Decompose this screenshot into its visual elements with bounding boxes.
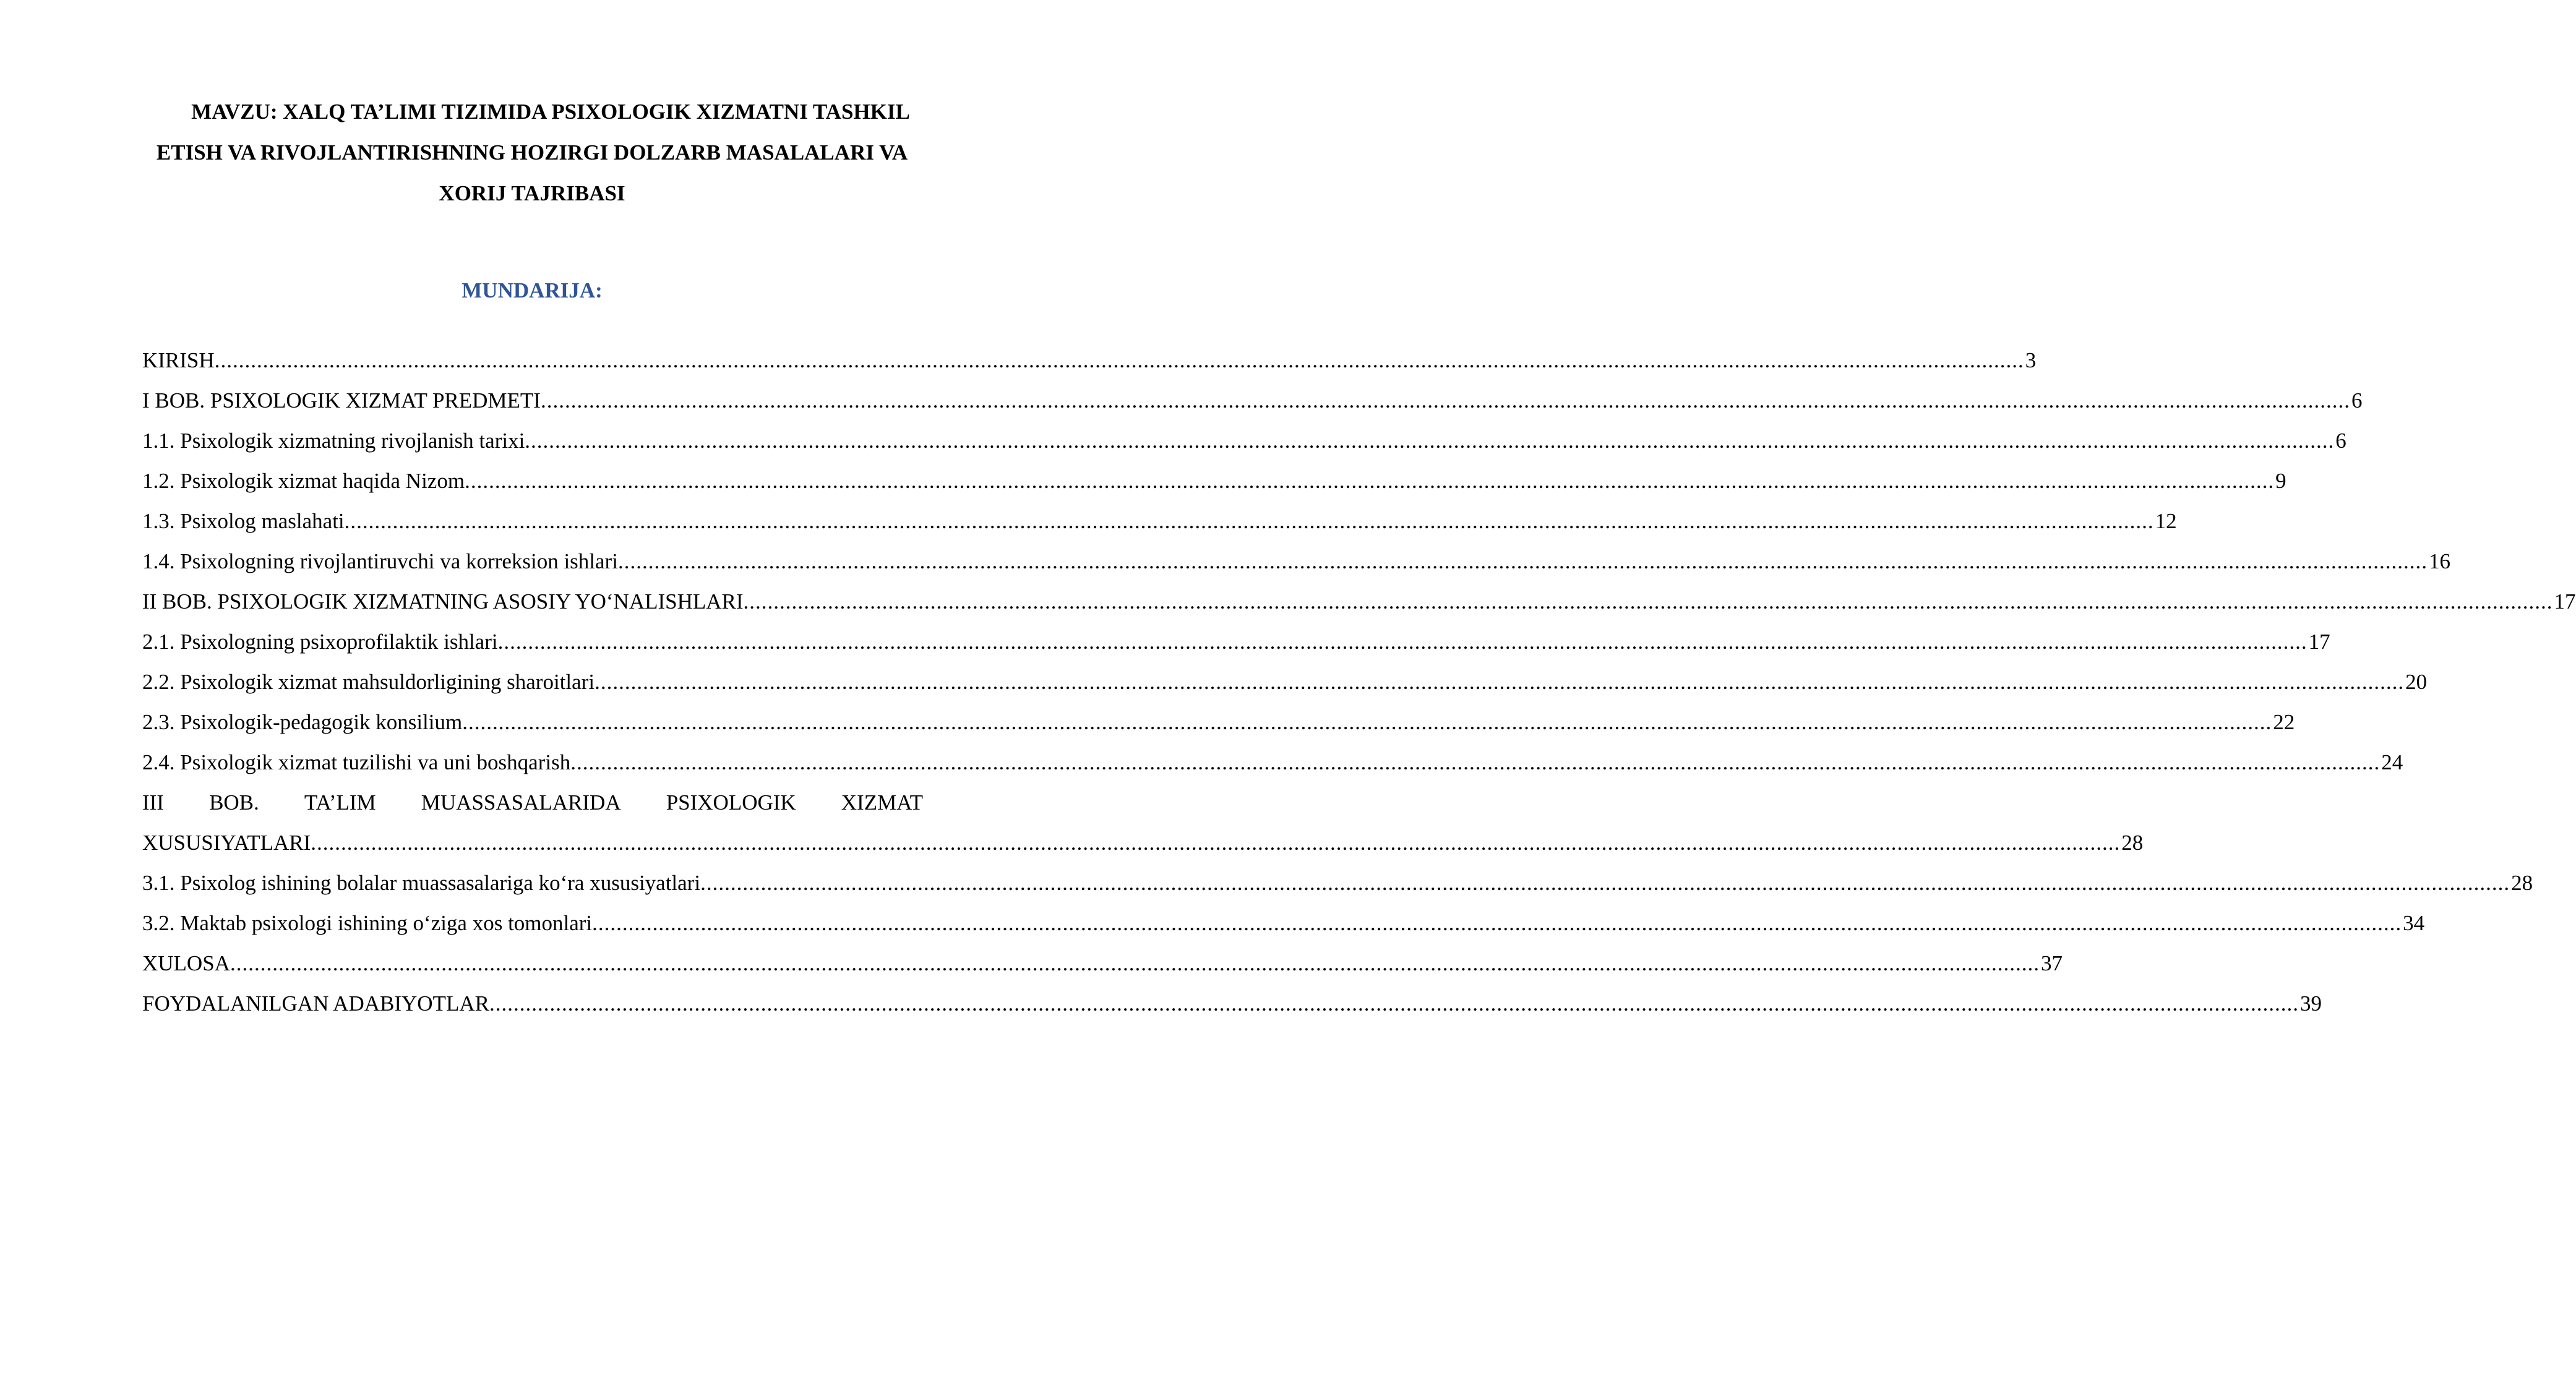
toc-entry-word: PSIXOLOGIK <box>666 790 796 815</box>
toc-entry[interactable] <box>142 461 2286 501</box>
toc-entry[interactable] <box>142 622 2330 662</box>
toc-dot-leader: ............................................................................................................................................................................................................................................................................................................ <box>592 911 2402 935</box>
toc-entry-label: 2.3. Psixologik-pedagogik konsilium <box>142 710 463 734</box>
toc-entry[interactable] <box>142 742 2403 782</box>
toc-entry-label: 1.2. Psixologik xizmat haqida Nizom <box>142 469 465 493</box>
table-of-contents <box>142 340 2576 1024</box>
toc-dot-leader: ............................................................................................................................................................................................................................................................................................................ <box>497 630 2308 654</box>
toc-heading: MUNDARIJA: <box>462 278 603 302</box>
toc-entry-label-line <box>142 782 923 823</box>
toc-entry-page: 28 <box>2121 831 2144 855</box>
toc-entry-label: XULOSA <box>142 951 230 975</box>
toc-entry-word: XIZMAT <box>841 790 923 815</box>
toc-entry[interactable] <box>142 501 2177 541</box>
toc-entry[interactable] <box>142 581 2576 622</box>
toc-entry-page: 28 <box>2511 871 2533 895</box>
toc-entry-page: 16 <box>2428 549 2450 573</box>
toc-entry-label: I BOB. PSIXOLOGIK XIZMAT PREDMETI <box>142 388 541 413</box>
toc-entry[interactable] <box>142 662 2428 702</box>
toc-entry-label: KIRISH <box>142 348 215 372</box>
toc-entry-word: BOB. <box>209 790 259 815</box>
toc-dot-leader: ............................................................................................................................................................................................................................................................................................................ <box>214 348 2024 372</box>
toc-dot-leader: ............................................................................................................................................................................................................................................................................................................ <box>311 831 2121 855</box>
toc-entry-page: 12 <box>2155 509 2177 533</box>
toc-entry-label: 1.4. Psixologning rivojlantiruvchi va korreksion ishlari <box>142 549 618 573</box>
toc-dot-leader: ............................................................................................................................................................................................................................................................................................................ <box>595 670 2405 694</box>
toc-dot-leader: ............................................................................................................................................................................................................................................................................................................ <box>344 509 2154 533</box>
toc-entry[interactable] <box>142 340 2037 380</box>
toc-dot-leader: ............................................................................................................................................................................................................................................................................................................ <box>617 549 2428 573</box>
toc-entry[interactable] <box>142 983 2322 1024</box>
toc-dot-leader: ............................................................................................................................................................................................................................................................................................................ <box>700 871 2510 895</box>
toc-entry-label: II BOB. PSIXOLOGIK XIZMATNING ASOSIY YO‘NALISHLARI <box>142 589 744 614</box>
toc-entry-word: III <box>142 790 164 815</box>
toc-dot-leader: ............................................................................................................................................................................................................................................................................................................ <box>462 710 2272 734</box>
toc-dot-leader: ............................................................................................................................................................................................................................................................................................................ <box>465 469 2275 493</box>
toc-entry[interactable] <box>142 863 2533 903</box>
toc-entry-label: 3.1. Psixolog ishining bolalar muassasalariga ko‘ra xususiyatlari <box>142 871 701 895</box>
toc-entry-label: FOYDALANILGAN ADABIYOTLAR <box>142 991 489 1016</box>
toc-dot-leader: ............................................................................................................................................................................................................................................................................................................ <box>525 429 2335 453</box>
toc-entry-page: 6 <box>2335 429 2346 453</box>
toc-entry-page: 37 <box>2040 951 2063 975</box>
toc-entry-label: XUSUSIYATLARI <box>142 831 311 855</box>
toc-entry-page: 34 <box>2403 911 2425 935</box>
toc-entry[interactable] <box>142 541 2450 581</box>
toc-entry-page: 6 <box>2351 388 2363 413</box>
toc-entry-label: 1.3. Psixolog maslahati <box>142 509 345 533</box>
toc-entry[interactable] <box>142 943 2063 983</box>
toc-entry[interactable] <box>142 903 2425 943</box>
toc-entry-label: 2.1. Psixologning psixoprofilaktik ishlari <box>142 630 498 654</box>
toc-entry-page: 17 <box>2308 630 2330 654</box>
toc-entry-word: MUASSASALARIDA <box>421 790 621 815</box>
toc-entry[interactable] <box>142 380 2363 421</box>
toc-dot-leader: ............................................................................................................................................................................................................................................................................................................ <box>540 388 2350 413</box>
toc-entry-page: 20 <box>2405 670 2428 694</box>
toc-entry-word: TA’LIM <box>304 790 376 815</box>
toc-entry[interactable] <box>142 782 2144 863</box>
toc-entry-label: 2.2. Psixologik xizmat mahsuldorligining sharoitlari <box>142 670 595 694</box>
toc-dot-leader: ............................................................................................................................................................................................................................................................................................................ <box>230 951 2040 975</box>
toc-dot-leader: ............................................................................................................................................................................................................................................................................................................ <box>570 750 2381 774</box>
toc-entry[interactable] <box>142 421 2346 461</box>
toc-entry-label: 2.4. Psixologik xizmat tuzilishi va uni boshqarish <box>142 750 571 774</box>
toc-entry-label: 3.2. Maktab psixologi ishining o‘ziga xos tomonlari <box>142 911 593 935</box>
toc-entry-page: 22 <box>2273 710 2295 734</box>
toc-entry-page: 9 <box>2275 469 2286 493</box>
toc-entry-page: 39 <box>2299 991 2322 1016</box>
toc-entry-page: 17 <box>2554 589 2576 614</box>
toc-dot-leader: ............................................................................................................................................................................................................................................................................................................ <box>489 991 2299 1016</box>
toc-dot-leader: ............................................................................................................................................................................................................................................................................................................ <box>743 589 2553 614</box>
toc-entry-label: 1.1. Psixologik xizmatning rivojlanish tarixi <box>142 429 525 453</box>
toc-entry-continuation <box>142 823 2144 863</box>
toc-entry-page: 24 <box>2381 750 2403 774</box>
toc-entry[interactable] <box>142 702 2295 742</box>
document-title: MAVZU: XALQ TA’LIMI TIZIMIDA PSIXOLOGIK XIZMATNI TASHKIL ETISH VA RIVOJLANTIRISHNING HOZIRGI DOLZARB MASALALARI VA XORIJ TAJRIBASI <box>156 100 910 205</box>
toc-entry-page: 3 <box>2025 348 2037 372</box>
